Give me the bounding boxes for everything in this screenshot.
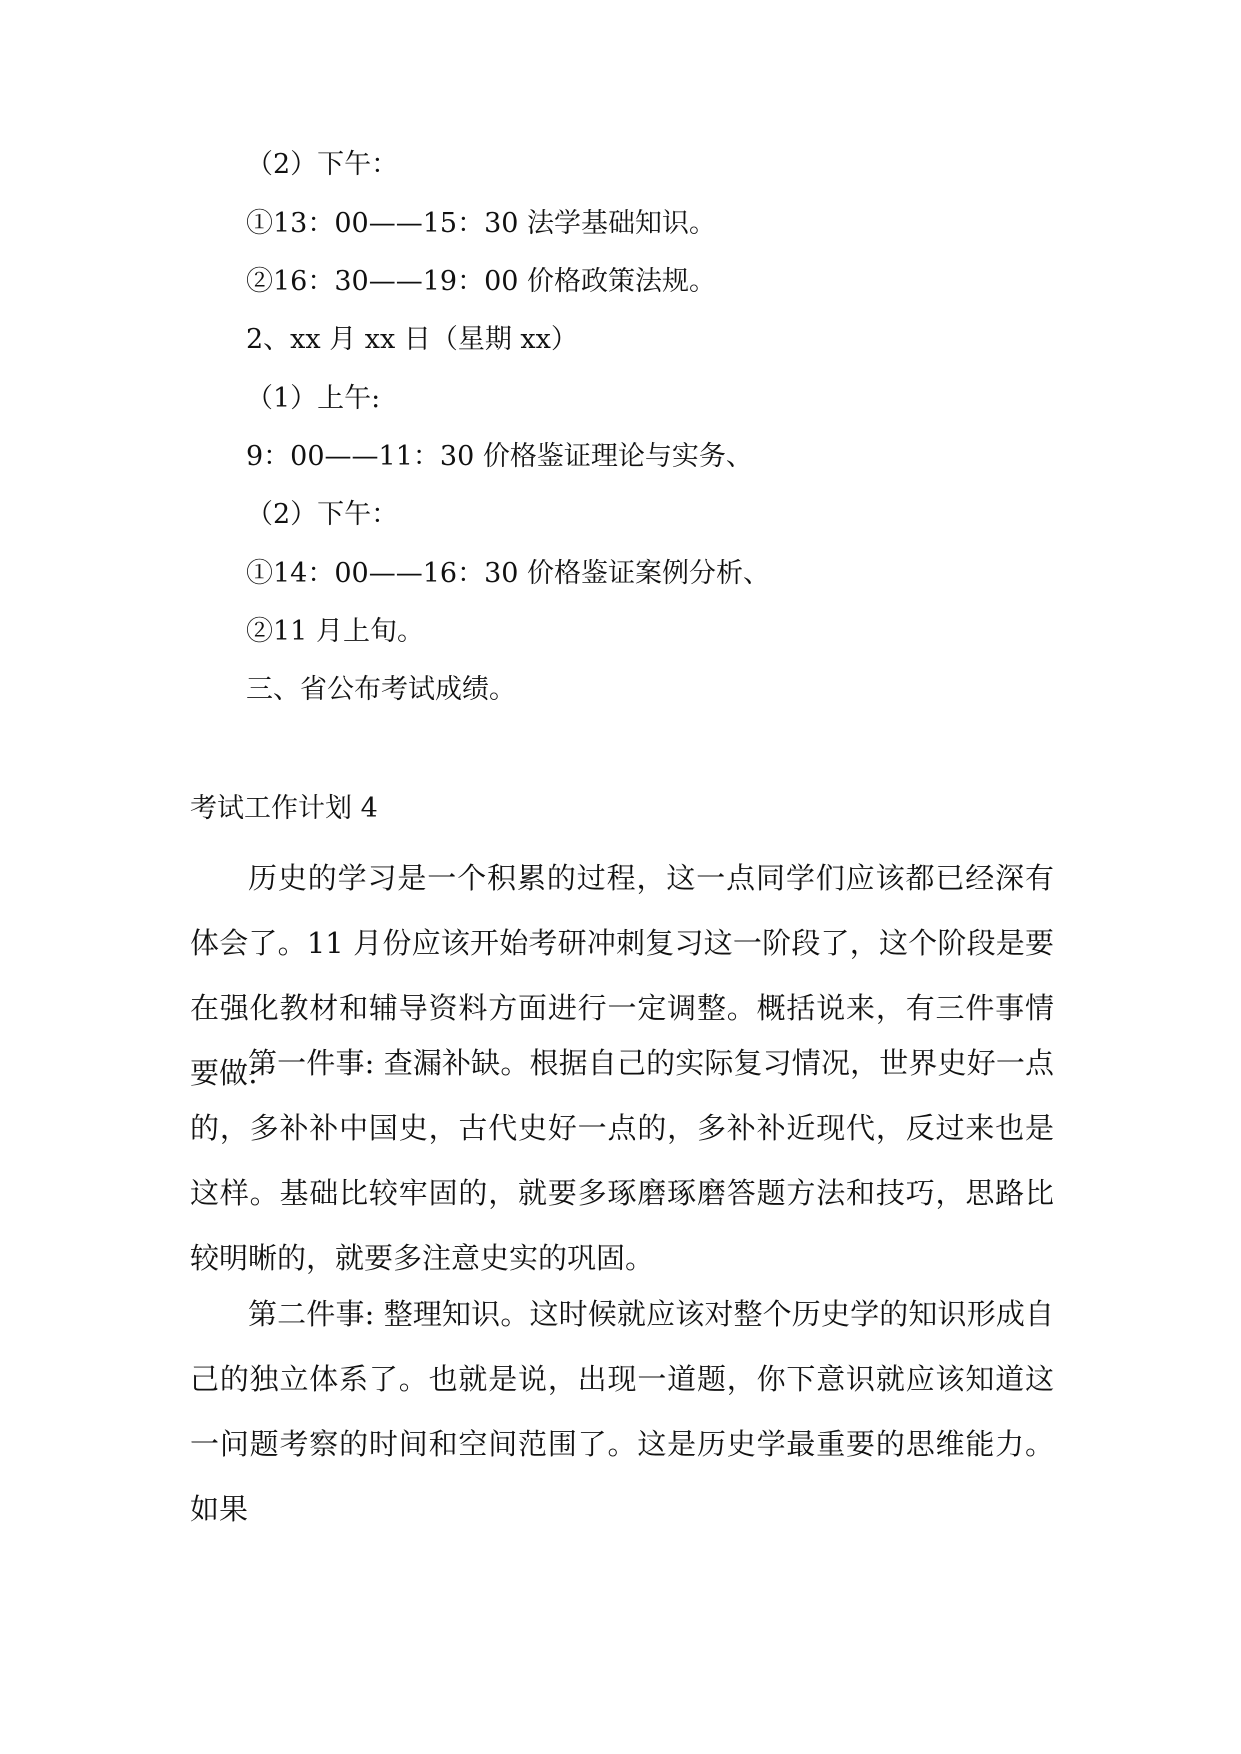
body-paragraph: 第二件事: 整理知识。这时候就应该对整个历史学的知识形成自己的独立体系了。也就是说，出现一道题，你下意识就应该知道这一问题考察的时间和空间范围了。这是历史学最重要的思维能力。如果 xyxy=(190,1297,1054,1526)
schedule-line: （2）下午： xyxy=(246,149,399,180)
schedule-line: （1）上午: xyxy=(246,383,381,414)
section-title: 考试工作计划 4 xyxy=(190,793,378,824)
schedule-line: ①13：00——15：30 法学基础知识。 xyxy=(246,208,717,239)
body-paragraph: 历史的学习是一个积累的过程，这一点同学们应该都已经深有体会了。11 月份应该开始考研冲刺复习这一阶段了，这个阶段是要在强化教材和辅导资料方面进行一定调整。概括说来，有三件事情要做: xyxy=(190,861,1054,1090)
schedule-line: （2）下午： xyxy=(246,499,399,530)
schedule-line: ②11 月上旬。 xyxy=(246,616,424,647)
schedule-line: 2、xx 月 xx 日（星期 xx） xyxy=(246,324,578,355)
schedule-line: 三、省公布考试成绩。 xyxy=(246,674,516,705)
schedule-line: ①14：00——16：30 价格鉴证案例分析、 xyxy=(246,558,771,589)
body-paragraph: 第一件事: 查漏补缺。根据自己的实际复习情况，世界史好一点的，多补补中国史，古代史好一点的，多补补近现代，反过来也是这样。基础比较牢固的，就要多琢磨琢磨答题方法和技巧，思路比较明晰的，就要多注意史实的巩固。 xyxy=(190,1046,1054,1275)
schedule-line: 9：00——11：30 价格鉴证理论与实务、 xyxy=(246,441,753,472)
schedule-line: ②16：30——19：00 价格政策法规。 xyxy=(246,266,717,297)
